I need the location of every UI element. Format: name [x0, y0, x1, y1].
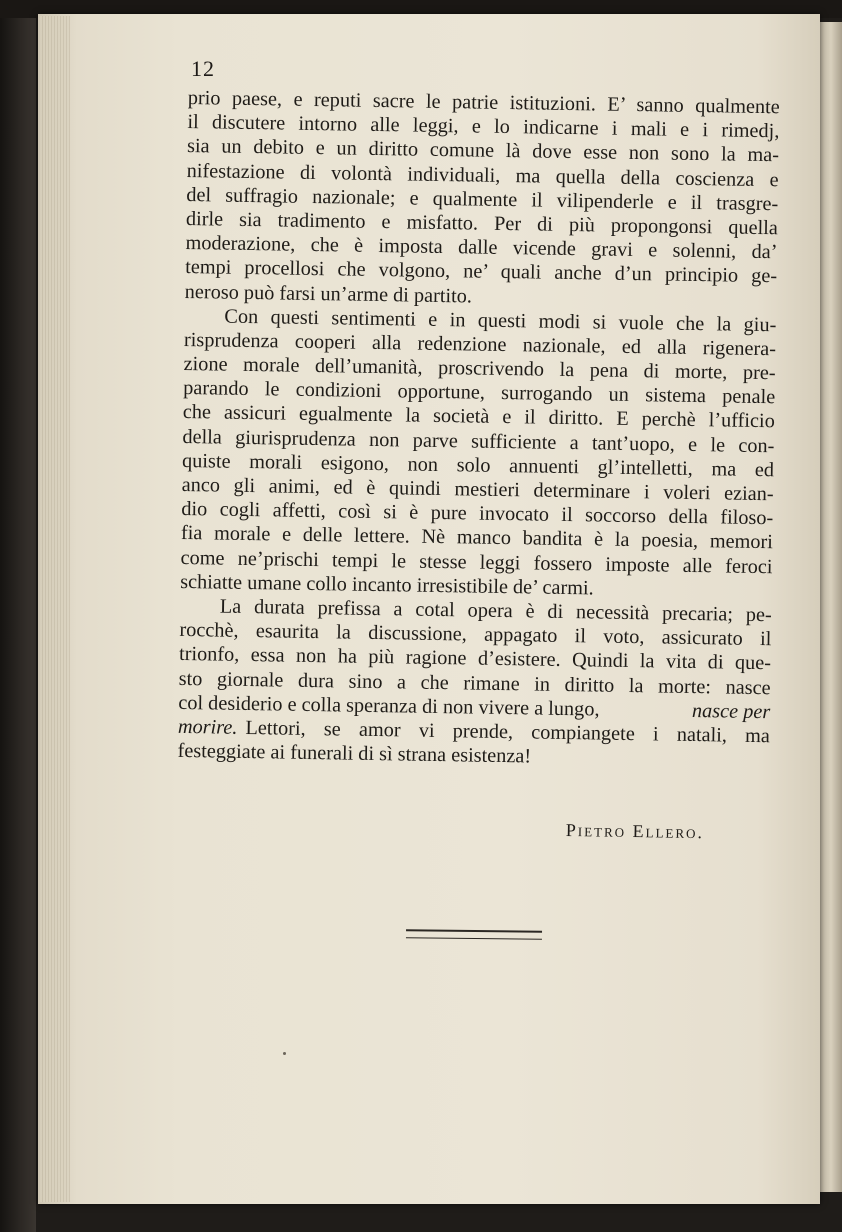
- text-line: della giurisprudenza non parve sufficiente a tant’uopo, e le con-: [182, 425, 775, 457]
- text-line: neroso può farsi un’arme di partito.: [184, 280, 473, 307]
- text-line: che assicuri egualmente la società e il diritto. E perchè l’ufficio: [182, 401, 775, 433]
- text-line: trionfo, essa non ha più ragione d’esistere. Quindi la vita di que-: [178, 643, 772, 675]
- facing-page-edge: [819, 22, 842, 1192]
- text-line: come ne’prischi tempi le stesse leggi fossero imposte alle feroci: [180, 546, 773, 578]
- text-line: risprudenza cooperi alla redenzione nazionale, ed alla rigenera-: [183, 328, 777, 361]
- text-line: anco gli animi, ed è quindi mestieri determinare i voleri ezian-: [181, 473, 774, 506]
- text-line: La durata prefissa a cotal opera è di necessità precaria; pe-: [219, 595, 772, 627]
- italic-fragment: morire.: [177, 715, 238, 739]
- text-line: sto giornale dura sino a che rimane in diritto la morte: nasce: [178, 667, 771, 699]
- text-line: nifestazione di volontà individuali, ma quella della coscienza e: [186, 159, 779, 191]
- text-line: dirle sia tradimento e misfatto. Per di più propongonsi quella: [185, 207, 779, 240]
- text-line: Con questi sentimenti e in questi modi si vuole che la giu-: [224, 305, 777, 336]
- text-line: tempi procellosi che volgono, ne’ quali anche d’un principio ge-: [184, 256, 778, 288]
- body-text: [177, 86, 780, 772]
- author-signature: Pietro Ellero.: [565, 820, 705, 843]
- page-stack-edge: [40, 16, 70, 1202]
- text-line: rocchè, esaurita la discussione, appagato il voto, assicurato il: [179, 619, 772, 651]
- paper-speck: [283, 1052, 286, 1055]
- double-rule-divider: [406, 929, 542, 939]
- text-line: dio cogli affetti, così si è pure invocato il soccorso della filoso-: [181, 498, 774, 530]
- text-line: parando le condizioni opportune, surrogando un sistema penale: [183, 377, 776, 409]
- text-line: schiatte umane collo incanto irresistibile de’ carmi.: [180, 570, 594, 600]
- text-fragment: col desiderio e colla speranza di non vivere a lungo,: [178, 691, 600, 721]
- text-line: quiste morali esigono, non solo annuenti gl’intelletti, ma ed: [181, 449, 775, 482]
- text-line: fia morale e delle lettere. Nè manco bandita è la poesia, memori: [180, 522, 774, 554]
- italic-fragment: nasce per: [691, 699, 771, 723]
- page-number: 12: [191, 56, 215, 81]
- text-line: sia un debito e un diritto comune là dove esse non sono la ma-: [186, 135, 780, 167]
- text-line: il discutere intorno alle leggi, e lo indicarne i mali e i rimedj,: [187, 111, 780, 143]
- text-line: zione morale dell’umanità, proscrivendo la pena di morte, pre-: [183, 353, 776, 385]
- text-line: prio paese, e reputi sacre le patrie istituzioni. E’ sanno qualmente: [187, 86, 780, 119]
- text-fragment: Lettori, se amor vi prende, compiangete i natali, ma: [245, 716, 771, 748]
- text-line: moderazione, che è imposta dalle vicende gravi e solenni, da’: [185, 232, 778, 264]
- book-binding: [0, 0, 36, 1232]
- text-line: del suffragio nazionale; e qualmente il vilipenderle e il trasgre-: [186, 183, 779, 216]
- text-line: festeggiate ai funerali di sì strana esistenza!: [177, 739, 532, 768]
